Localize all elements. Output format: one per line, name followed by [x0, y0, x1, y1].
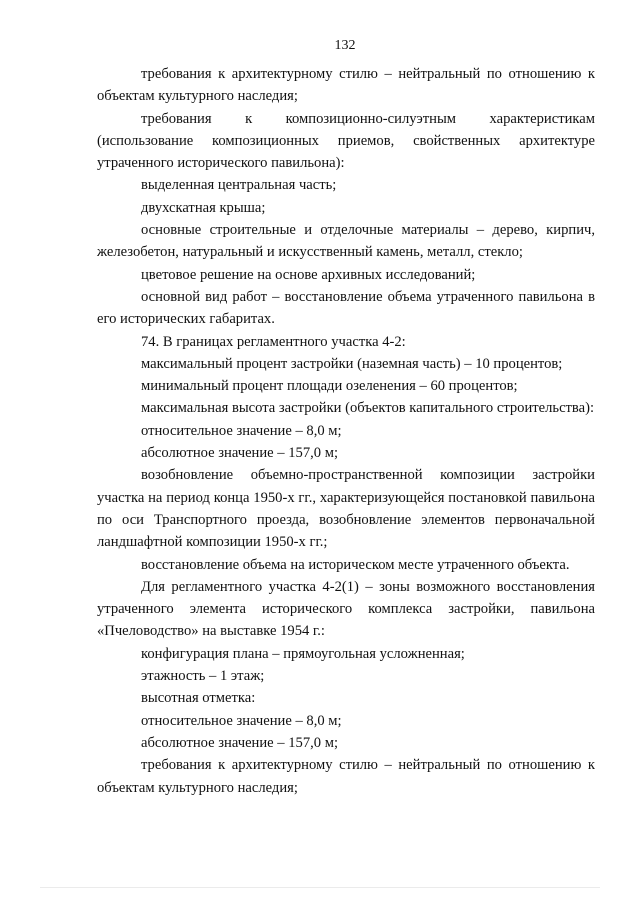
paragraph-absolute-value: абсолютное значение – 157,0 м;: [141, 445, 339, 462]
paragraph-materials: основные строительные и отделочные материалы – дерево, кирпич, железобетон, натуральный и искусственный камень, металл, стекло;: [97, 222, 595, 261]
paragraph-section-74: 74. В границах регламентного участка 4-2:: [141, 333, 406, 350]
paragraph-height-mark: высотная отметка:: [141, 690, 256, 707]
paragraph-min-greening-percent: минимальный процент площади озеленения – 60 процентов;: [141, 378, 518, 395]
paragraph-silhouette-requirements: требования к композиционно-силуэтным характеристикам (использование композиционных приемов, свойственных архитектуре утраченного исторического павильона):: [97, 110, 595, 172]
paragraph-color-solution: цветовое решение на основе архивных исследований;: [141, 266, 476, 283]
paragraph-main-works: основной вид работ – восстановление объема утраченного павильона в его исторических габаритах.: [97, 288, 595, 328]
paragraph-max-building-percent: максимальный процент застройки (наземная часть) – 10 процентов;: [141, 355, 563, 372]
paragraph-floors: этажность – 1 этаж;: [141, 668, 265, 685]
paragraph-relative-value: относительное значение – 8,0 м;: [141, 422, 342, 439]
paragraph-relative-value-2: относительное значение – 8,0 м;: [141, 712, 342, 729]
paragraph-architectural-style: требования к архитектурному стилю – нейтральный по отношению к объектам культурного наследия;: [97, 66, 595, 105]
paragraph-composition-renewal: возобновление объемно-пространственной композиции застройки участка на период конца 1950-х гг., характеризующейся постановкой павильона по оси Транспортного проезда, возобновление элементов первоначальной ландшафтной композиции 1950-х гг.;: [97, 467, 595, 551]
paragraph-volume-restoration: восстановление объема на историческом месте утраченного объекта.: [141, 556, 570, 573]
paragraph-absolute-value-2: абсолютное значение – 157,0 м;: [141, 734, 339, 751]
paragraph-max-height: максимальная высота застройки (объектов капитального строительства):: [141, 400, 595, 417]
paragraph-central-part: выделенная центральная часть;: [141, 177, 337, 194]
paragraph-architectural-style-2: требования к архитектурному стилю – нейтральный по отношению к объектам культурного наследия;: [97, 757, 595, 796]
scan-bottom-edge: [40, 887, 600, 888]
paragraph-plan-configuration: конфигурация плана – прямоугольная усложненная;: [141, 645, 465, 662]
document-body: [97, 63, 595, 799]
paragraph-gable-roof: двухскатная крыша;: [141, 199, 266, 216]
paragraph-section-4-2-1: Для регламентного участка 4-2(1) – зоны возможного восстановления утраченного элемента исторического комплекса застройки, павильона «Пчеловодство» на выставке 1954 г.:: [97, 578, 595, 640]
page-number: 132: [334, 38, 356, 53]
